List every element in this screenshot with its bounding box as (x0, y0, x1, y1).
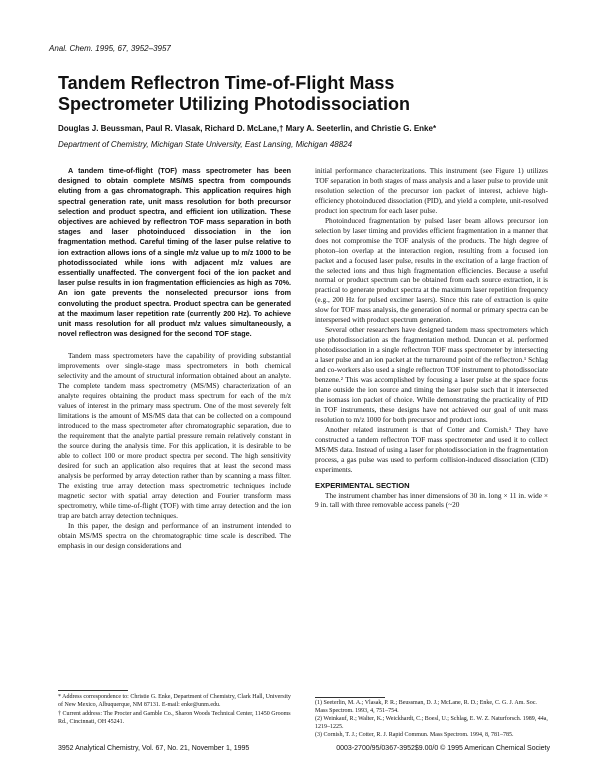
title-line-2: Spectrometer Utilizing Photodissociation (58, 94, 411, 114)
body-paragraph: Tandem mass spectrometers have the capability of providing substantial improvements over single-stage mass spectrometers in both chemical selectivity and the amount of structural information obtained about an analyte. The complete tandem mass spectrometry (MS/MS) characterization of an analyte requires obtaining the product mass spectrum for each of the m/z values of interest in the primary mass spectrum. One of the most severely felt limitations is the amount of MS/MS data that can be collected on a compound introduced to the mass spectrometer after chromatographic separation, due to the requirement that the analyte partial pressure remain relatively constant in the source during the analysis time. For this application, it is desirable to be able to collect 100 or more product spectra per second. The high sensitivity desired for such an application also requires that at least the second mass analysis be performed by array detection rather than by scanning a mass filter. The existing true array detection mass spectrometric techniques include magnetic sector with spatial array detection and Fourier transform mass spectrometry, while time-of-flight (TOF) with time array detection and the ion trap are batch array detection techniques. (58, 351, 291, 520)
footnote: † Current address: The Procter and Gamble Co., Sharon Woods Technical Center, 11450 Grooms Rd., Cincinnati, OH 45241. (58, 711, 291, 725)
body-paragraph: In this paper, the design and performance of an instrument intended to obtain MS/MS spectra on the chromatographic time scale is described. The emphasis in our design considerations and (58, 520, 291, 550)
references (315, 700, 548, 741)
body-paragraph: initial performance characterizations. This instrument (see Figure 1) utilizes TOF separation in both stages of mass analysis and a laser pulse to provide unit resolution selection of the precursor ion packet of interest, achieve high-efficiency photoinduced dissociation (PID), and yield a complete, unit-resolved product ion spectrum for each laser pulse. (315, 166, 548, 215)
reference-item: (2) Weinkauf, R.; Walter, K.; Weickhardt, C.; Boesl, U.; Schlag, E. W. Z. Naturforsch. 1989, 44a, 1219–1225. (315, 716, 548, 730)
section-text: The instrument chamber has inner dimensions of 30 in. long × 11 in. wide × 9 in. tall with three removable access panels (~20 (315, 490, 548, 510)
author-list: Douglas J. Beussman, Paul R. Vlasak, Richard D. McLane,† Mary A. Seeterlin, and Christie G. Enke* (58, 124, 437, 133)
body-paragraph: Several other researchers have designed tandem mass spectrometers which use photodissociation as the fragmentation method. Duncan et al. performed photodissociation in a single reflectron TOF mass spectrometer by intersecting a laser pulse and an ion packet at the turnaround point of the reflectron.¹ Schlag and co-workers also used a single reflectron TOF instrument to photodissociate benzene.² This was accomplished by focusing a laser pulse at the space focus plane outside the ion source and timing the laser pulse such that it intersected the isomass ion packet of choice. While demonstrating the practicality of PID in TOF instruments, these designs have not achieved our goal of unit mass resolution to m/z 1000 for both precursor and product ions. (315, 325, 548, 424)
footnotes (58, 694, 291, 728)
reference-item: (3) Cornish, T. J.; Cotter, R. J. Rapid Commun. Mass Spectrom. 1994, 8, 781–785. (315, 732, 514, 739)
body-paragraph: Photoinduced fragmentation by pulsed laser beam allows precursor ion selection by laser timing and provides efficient fragmentation in a manner that does not compromise the TOF analysis of the products. The high degree of photon–ion overlap at the interaction region, resulting from a focused ion packet and a focused laser pulse, results in the excitation of a large fraction of the selected ions and thus high fragmentation efficiencies. Because a useful normal or product spectrum can be obtained from each source extraction, it is practical to generate product spectra at the maximum laser repetition frequency (e.g., 200 Hz for pulsed excimer lasers). Since this rate of extraction is quite slow for TOF mass analysis, the generation of normal or primary spectra can be interspersed with product spectrum generation. (315, 215, 548, 325)
footnote-divider (58, 690, 128, 691)
footer-copyright: 0003-2700/95/0367-3952$9.00/0 © 1995 American Chemical Society (336, 745, 550, 752)
references-divider (315, 697, 385, 698)
body-paragraph: Another related instrument is that of Cotter and Cornish.³ They have constructed a tandem reflectron TOF mass spectrometer and used it to collect MS/MS data. Instead of using a laser for photodissociation in the fragmentation process, a gas pulse was used to perform collision-induced dissociation (CID) experiments. (315, 424, 548, 474)
affiliation: Department of Chemistry, Michigan State University, East Lansing, Michigan 48824 (58, 140, 353, 149)
reference-item: (1) Seeterlin, M. A.; Vlasak, P. R.; Beussman, D. J.; McLane, R. D.; Enke, C. G. J. Am. Soc. Mass Spectrom. 1993, 4, 751–754. (315, 700, 537, 714)
right-column (315, 166, 548, 510)
footer-journal-info: 3952 Analytical Chemistry, Vol. 67, No. 21, November 1, 1995 (58, 745, 250, 752)
footnote: * Address correspondence to: Christie G. Enke, Department of Chemistry, Clark Hall, University of New Mexico, Albuquerque, NM 87131. E-mail: enke@unm.edu. (58, 694, 291, 708)
article-title (58, 73, 538, 115)
journal-citation: Anal. Chem. 1995, 67, 3952–3957 (49, 44, 171, 53)
abstract: A tandem time-of-flight (TOF) mass spectrometer has been designed to obtain complete MS/MS spectra from compounds eluting from a gas chromatograph. This application requires high spectral generation rate, unit mass resolution for both precursor selection and product spectra, and efficient ion utilization. These objectives are achieved by reflectron TOF mass separation in both stages and laser photoinduced dissociation in the ion fragmentation method. Careful timing of the laser pulse relative to ion extraction allows ions of a single m/z value up to m/z 1000 to be photodissociated while ions with adjacent m/z values are essentially unaffected. The convergent foci of the ion packet and laser pulse results in ion fragmentation efficiencies as high as 70%. An ion gate prevents the nonselected precursor ions from convoluting the product spectra. Product spectra can be generated at the maximum laser repetition rate (currently 200 Hz). To achieve unit mass resolution for all product m/z values simultaneously, a novel reflectron was designed for the second TOF stage. (58, 166, 291, 339)
left-column (58, 166, 291, 551)
title-line-1: Tandem Reflectron Time-of-Flight Mass (58, 73, 395, 93)
section-heading: EXPERIMENTAL SECTION (315, 480, 410, 490)
